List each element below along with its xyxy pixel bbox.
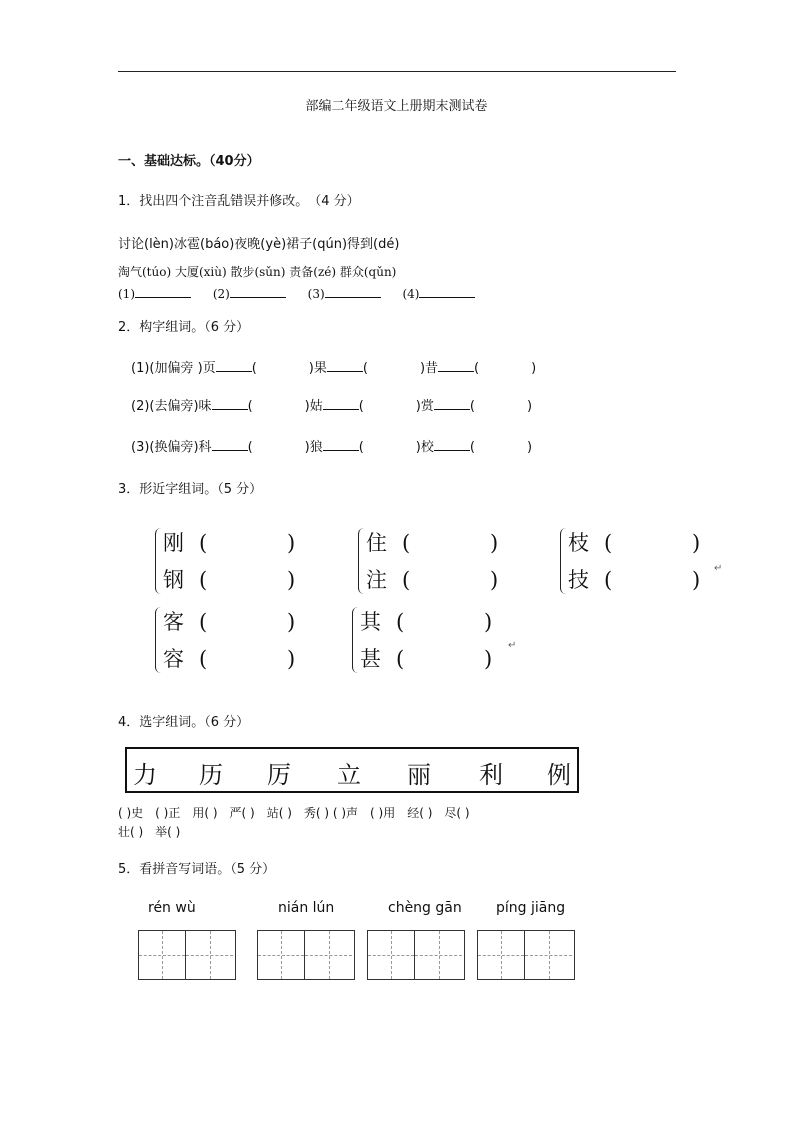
answer-blank[interactable]: [230, 285, 286, 298]
box-char: 历: [199, 761, 223, 789]
question-2-row-3: [131, 436, 532, 455]
row-mid: )果: [308, 361, 327, 376]
section-heading: 一、基础达标。（40分）: [118, 154, 260, 169]
close-paren: ): [526, 440, 533, 455]
answer-blank[interactable]: [323, 438, 359, 451]
writing-grid[interactable]: [477, 930, 575, 980]
group-char: 枝: [568, 531, 589, 555]
group-char: 客: [163, 610, 184, 634]
open-paren: (: [396, 610, 405, 634]
open-paren: (: [474, 361, 480, 376]
question-4-line-1: ( )史 ( )正 用( ) 严( ) 站( ) 秀( ) ( )声 ( )用 经( ) 尽( ): [118, 806, 470, 820]
question-2-row-1: [131, 357, 536, 376]
char-group-4: [155, 604, 305, 678]
close-paren: ): [287, 531, 296, 555]
close-paren: ): [531, 361, 537, 376]
box-char: 利: [479, 761, 503, 789]
answer-blank[interactable]: [325, 285, 381, 298]
open-paren: (: [469, 399, 475, 414]
box-char: 厉: [267, 761, 291, 789]
close-paren: ): [287, 647, 296, 671]
group-char: 住: [366, 531, 387, 555]
char-group-1: [155, 525, 305, 599]
question-1-label: 1．找出四个注音乱错误并修改。 （4 分）: [118, 194, 360, 209]
question-3-label: 3．形近字组词。（5 分）: [118, 482, 263, 497]
open-paren: (: [604, 568, 613, 592]
open-paren: (: [199, 531, 208, 555]
question-2-row-2: [131, 395, 532, 414]
open-paren: (: [199, 610, 208, 634]
answer-blank[interactable]: [434, 438, 470, 451]
row-prefix: (2)(去偏旁)味: [131, 399, 212, 414]
answer-blank[interactable]: [212, 438, 248, 451]
return-mark: ↵: [508, 640, 517, 651]
close-paren: ): [692, 568, 701, 592]
blank-label: (4): [402, 287, 420, 301]
box-char: 例: [547, 761, 571, 789]
char-group-2: [358, 525, 508, 599]
blank-label: (1): [118, 287, 135, 301]
row-prefix: (1)(加偏旁 )页: [131, 361, 216, 376]
open-paren: (: [247, 399, 253, 414]
row-end: )昔: [419, 361, 439, 376]
return-mark: ↵: [714, 563, 723, 574]
pinyin-1: rén wù: [148, 900, 196, 916]
answer-blank[interactable]: [212, 397, 248, 410]
writing-grid[interactable]: [367, 930, 465, 980]
answer-blank[interactable]: [135, 285, 191, 298]
question-1-line-2: 淘气(túo) 大厦(xiù) 散步(sǔn) 责备(zé) 群众(qǔn): [118, 265, 397, 279]
close-paren: ): [526, 399, 533, 414]
box-char: 力: [133, 761, 157, 789]
box-char: 丽: [407, 761, 431, 789]
close-paren: ): [287, 610, 296, 634]
header-rule: [118, 71, 676, 72]
question-2-label: 2．构字组词。（6 分）: [118, 320, 250, 335]
row-prefix: (3)(换偏旁)科: [131, 440, 212, 455]
group-char: 容: [163, 647, 184, 671]
answer-blank[interactable]: [327, 359, 363, 372]
row-end: )校: [415, 440, 434, 455]
group-char: 钢: [163, 568, 184, 592]
answer-blank[interactable]: [434, 397, 470, 410]
group-char: 技: [568, 568, 589, 592]
answer-blank[interactable]: [419, 285, 475, 298]
writing-grid[interactable]: [257, 930, 355, 980]
question-5-label: 5．看拼音写词语。（5 分）: [118, 862, 276, 877]
open-paren: (: [402, 568, 411, 592]
blank-label: (3): [307, 287, 325, 301]
answer-blank[interactable]: [438, 359, 474, 372]
character-box: [125, 747, 579, 793]
open-paren: (: [402, 531, 411, 555]
open-paren: (: [199, 568, 208, 592]
open-paren: (: [469, 440, 475, 455]
answer-blank[interactable]: [216, 359, 252, 372]
group-char: 刚: [163, 531, 184, 555]
open-paren: (: [358, 399, 364, 414]
close-paren: ): [287, 568, 296, 592]
close-paren: ): [484, 610, 493, 634]
group-char: 注: [366, 568, 387, 592]
char-group-5: [352, 604, 502, 678]
close-paren: ): [490, 568, 499, 592]
question-1-line-1: 讨论(lèn)冰雹(báo)夜晚(yè)裙子(qún)得到(dé): [118, 237, 400, 252]
row-mid: )狼: [304, 440, 323, 455]
blank-label: (2): [212, 287, 230, 301]
group-char: 甚: [360, 647, 381, 671]
open-paren: (: [604, 531, 613, 555]
char-group-3: [560, 525, 710, 599]
page-title: 部编二年级语文上册期末测试卷: [305, 99, 488, 114]
open-paren: (: [358, 440, 364, 455]
row-end: )赏: [415, 399, 434, 414]
pinyin-3: chèng gān: [388, 900, 462, 916]
row-mid: )姑: [304, 399, 323, 414]
open-paren: (: [199, 647, 208, 671]
open-paren: (: [362, 361, 368, 376]
box-char: 立: [337, 761, 361, 789]
answer-blank[interactable]: [323, 397, 359, 410]
question-4-line-2: 壮( ) 举( ): [118, 825, 181, 839]
close-paren: ): [692, 531, 701, 555]
question-4-label: 4．选字组词。（6 分）: [118, 715, 250, 730]
pinyin-2: nián lún: [278, 900, 335, 916]
open-paren: (: [251, 361, 257, 376]
open-paren: (: [247, 440, 253, 455]
group-char: 其: [360, 610, 381, 634]
writing-grid[interactable]: [138, 930, 236, 980]
close-paren: ): [484, 647, 493, 671]
question-1-blanks: [118, 285, 493, 301]
pinyin-4: píng jiāng: [496, 900, 566, 916]
close-paren: ): [490, 531, 499, 555]
open-paren: (: [396, 647, 405, 671]
